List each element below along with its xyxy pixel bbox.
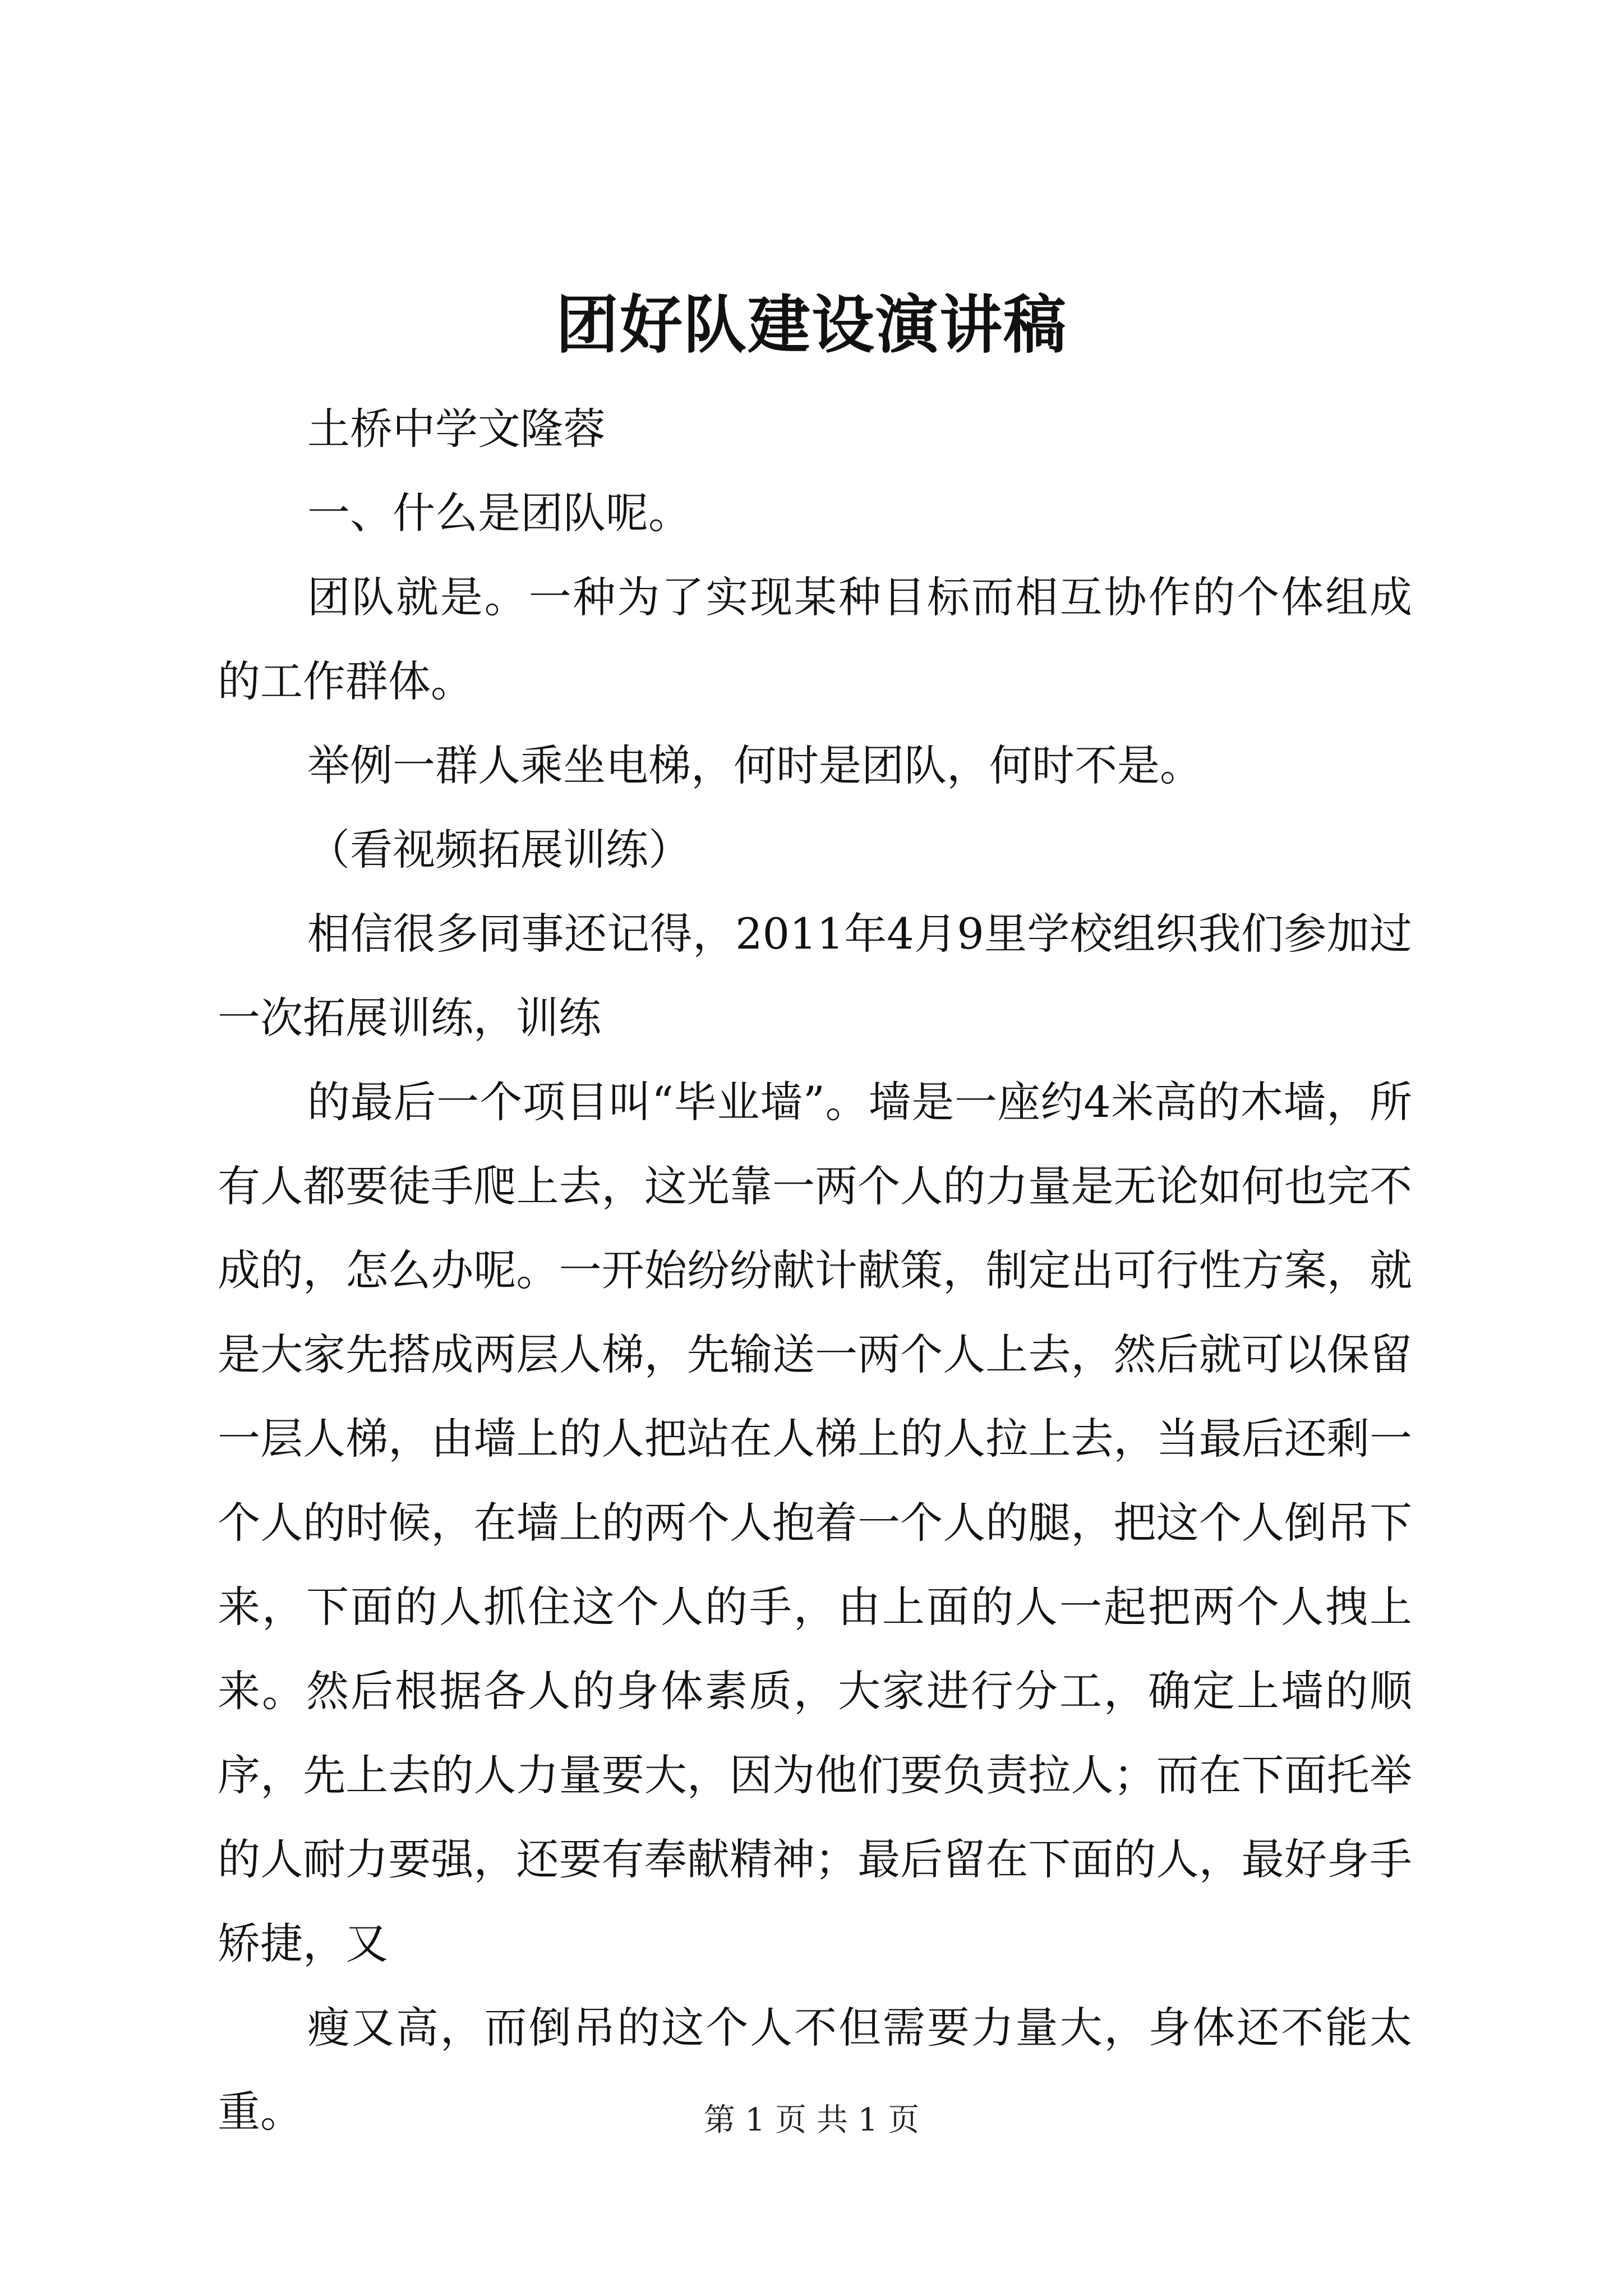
paragraph: 瘦又高，而倒吊的这个人不但需要力量大，身体还不能太重。 bbox=[218, 2003, 1412, 2137]
author-line: 土桥中学文隆蓉 bbox=[307, 404, 606, 454]
page-footer: 第 1 页 共 1 页 bbox=[703, 2102, 920, 2138]
section-heading: 一、什么是团队呢。 bbox=[307, 488, 691, 538]
paragraph: （看视频拓展训练） bbox=[307, 825, 691, 875]
paragraph: 团队就是。一种为了实现某种目标而相互协作的个体组成的工作群体。 bbox=[218, 572, 1412, 706]
document-title: 团好队建设演讲稿 bbox=[556, 288, 1067, 362]
paragraph: 的最后一个项目叫“毕业墙”。墙是一座约4米高的木墙，所有人都要徒手爬上去，这光靠一两个人的力量是无论如何也完不成的，怎么办呢。一开始纷纷献计献策，制定出可行性方案，就是大家先搭成两层人梯，先输送一两个人上去，然后就可以保留一层人梯，由墙上的人把站在人梯上的人拉上去，当最后还剩一个人的时候，在墙上的两个人抱着一个人的腿，把这个人倒吊下来，下面的人抓住这个人的手，由上面的人一起把两个人拽上来。然后根据各人的身体素质，大家进行分工，确定上墙的顺序，先上去的人力量要大，因为他们要负责拉人；而在下面托举的人耐力要强，还要有奉献精神；最后留在下面的人，最好身手矫捷，又 bbox=[218, 1077, 1412, 1968]
paragraph: 举例一群人乘坐电梯，何时是团队，何时不是。 bbox=[307, 740, 1202, 790]
document-body bbox=[218, 387, 1412, 2154]
paragraph: 相信很多同事还记得，2011年4月9里学校组织我们参加过一次拓展训练，训练 bbox=[218, 909, 1412, 1043]
